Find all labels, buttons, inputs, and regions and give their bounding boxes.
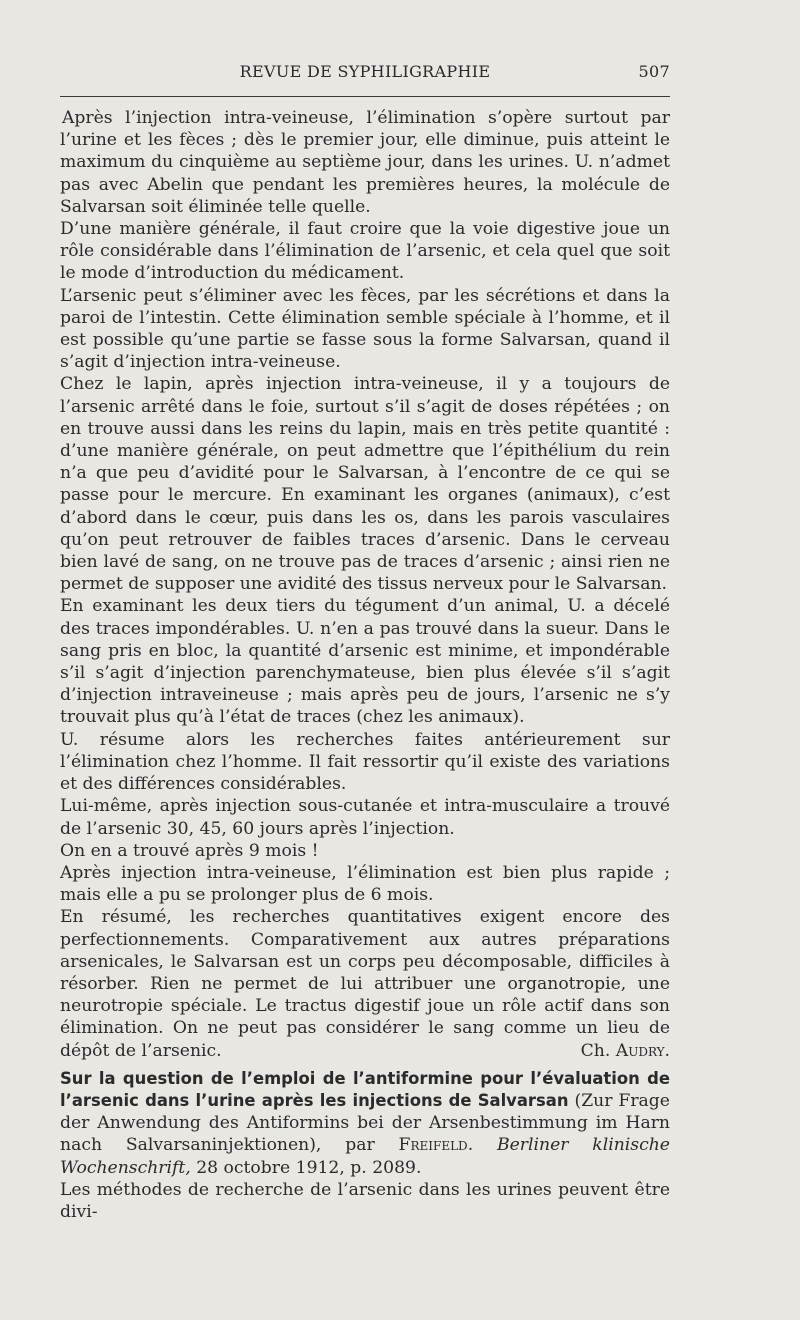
- paragraph: [60, 729, 670, 796]
- paragraph: [60, 373, 670, 595]
- paragraph: [60, 1179, 670, 1223]
- paragraph: [60, 107, 670, 218]
- paragraph-text: D’une manière générale, il faut croire que la voie digestive joue un rôle considérable dans l’élimination de l’arsenic, et cela quel que soit le mode d’introduction du médicament.: [60, 219, 670, 284]
- paragraph: [60, 862, 670, 906]
- header-rule: [60, 96, 670, 97]
- article-author: Freifeld: [398, 1135, 468, 1156]
- paragraph: [60, 595, 670, 728]
- signature: [581, 1040, 670, 1062]
- article-subtitle: (Zur Frage der Anwendung des Antiformins bei der Arsenbestimmung im Harn nach Salvarsaninjektionen), par: [60, 1090, 670, 1156]
- paragraph-text: U. résume alors les recherches faites antérieurement sur l’élimination chez l’homme. Il fait ressortir qu’il existe des variations et des différences considérables.: [60, 729, 670, 795]
- paragraph-text: Chez le lapin, après injection intra-veineuse, il y a toujours de l’arsenic arrêté dans le foie, surtout s’il s’agit de doses répétées ; on en trouve aussi dans les reins du lapin, mais en très petite quantité : d’une manière générale, on peut admettre que l’épithélium du rein n’a que peu d’avidité pour le Salvarsan, à l’encontre de ce qui se passe pour le mercure. En examinant les organes (animaux), c’est d’abord dans le cœur, puis dans les os, dans les parois vasculaires qu’on peut retrouver de faibles traces d’arsenic. Dans le cerveau bien lavé de sang, on ne trouve pas de traces d’arsenic ; ainsi rien ne permet de supposer une avidité des tissus nerveux pour le Salvarsan.: [60, 374, 670, 595]
- running-head: [60, 62, 670, 86]
- publication-date: 28 octobre 1912, p. 2089.: [190, 1157, 422, 1178]
- journal-name: Berliner klinische Wochenschrift,: [60, 1135, 670, 1178]
- paragraph: [60, 840, 670, 862]
- paragraph: [60, 218, 670, 285]
- signature-name: Audry.: [615, 1040, 670, 1061]
- journal-separator: .: [467, 1135, 497, 1156]
- page-number: 507: [638, 62, 670, 81]
- paragraph: [60, 285, 670, 374]
- running-title: REVUE DE SYPHILIGRAPHIE: [239, 62, 491, 81]
- article-heading: Sur la question de l’emploi de l’antiformine pour l’évaluation de l’arsenic dans l’urine après les injections de Salvarsan: [60, 1068, 670, 1110]
- paragraph-text: En examinant les deux tiers du tégument d’un animal, U. a décelé des traces impondérables. U. n’en a pas trouvé dans la sueur. Dans le sang pris en bloc, la quantité d’arsenic est minime, et impondérable s’il s’agit d’injection parenchymateuse, bien plus élevée s’il s’agit d’injection intraveineuse ; mais après peu de jours, l’arsenic ne s’y trouvait plus qu’à l’état de traces (chez les animaux).: [60, 596, 670, 728]
- article-entry: [60, 1068, 670, 1179]
- signature-prefix: Ch.: [580, 1040, 616, 1061]
- paragraph-text: On en a trouvé après 9 mois !: [60, 840, 319, 861]
- summary-paragraph: [60, 906, 670, 1061]
- article-body: [60, 107, 670, 1223]
- journal-page: [60, 62, 670, 1223]
- paragraph-text: Après l’injection intra-veineuse, l’élimination s’opère surtout par l’urine et les fèces ; dès le premier jour, elle diminue, puis atteint le maximum du cinquième au septième jour, dans les urines. U. n’admet pas avec Abelin que pendant les premières heures, la molécule de Salvarsan soit éliminée telle quelle.: [60, 108, 670, 217]
- paragraph: [60, 795, 670, 839]
- paragraph-text: L’arsenic peut s’éliminer avec les fèces, par les sécrétions et dans la paroi de l’intestin. Cette élimination semble spéciale à l’homme, et il est possible qu’une partie se fasse sous la forme Salvarsan, quand il s’agit d’injection intra-veineuse.: [60, 285, 670, 373]
- summary-text: En résumé, les recherches quantitatives exigent encore des perfectionnements. Comparativement aux autres préparations arsenicales, le Salvarsan est un corps peu décomposable, difficiles à résorber. Rien ne permet de lui attribuer une organotropie, une neurotropie spéciale. Le tractus digestif joue un rôle actif dans son élimination. On ne peut pas considérer le sang comme un lieu de dépôt de l’arsenic.: [60, 907, 670, 1061]
- paragraph-text: Les méthodes de recherche de l’arsenic dans les urines peuvent être divi-: [60, 1179, 670, 1222]
- paragraph-text: Lui-même, après injection sous-cutanée et intra-musculaire a trouvé de l’arsenic 30, 45, 60 jours après l’injection.: [60, 796, 670, 839]
- paragraph-text: Après injection intra-veineuse, l’élimination est bien plus rapide ; mais elle a pu se prolonger plus de 6 mois.: [60, 862, 670, 906]
